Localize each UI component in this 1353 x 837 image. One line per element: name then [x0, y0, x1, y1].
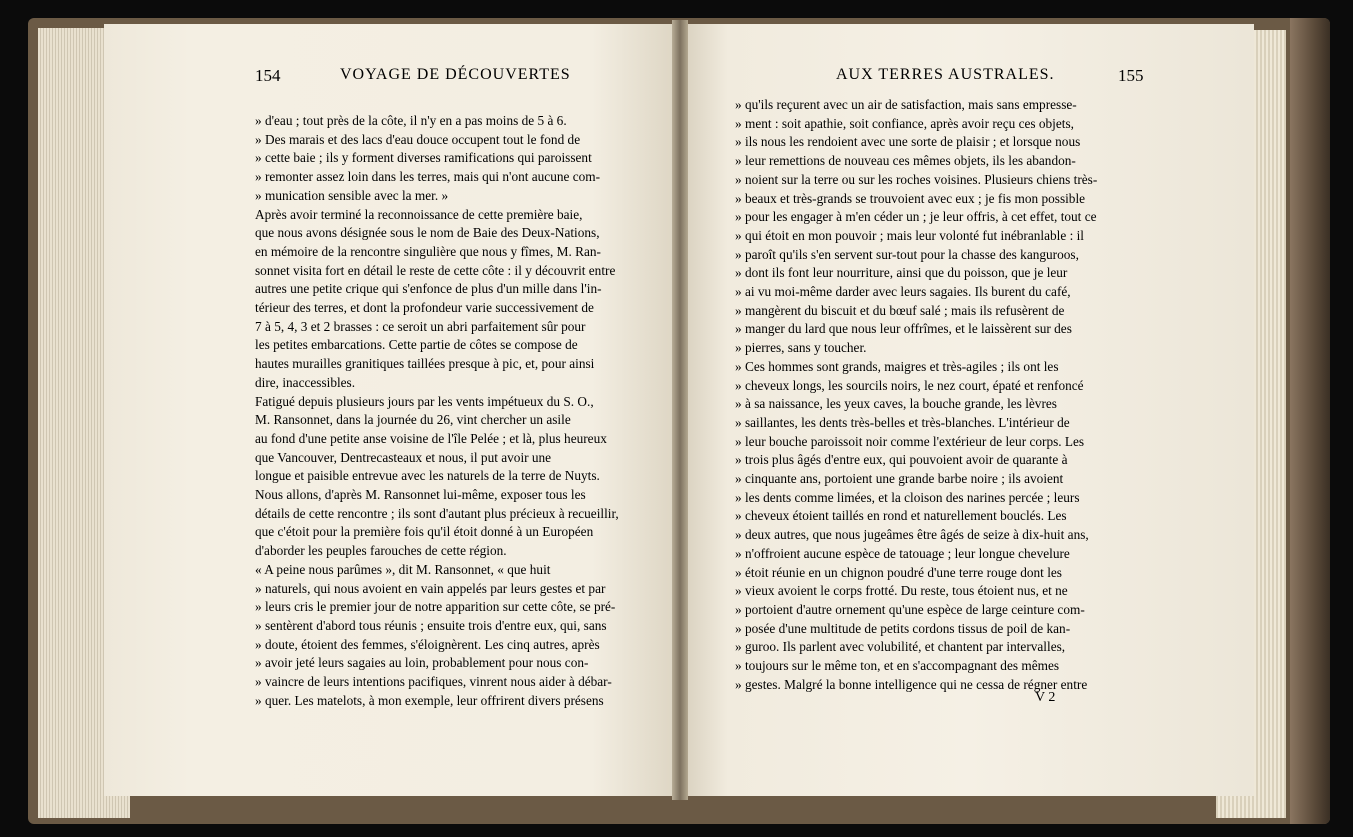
- text-line: » ils nous les rendoient avec une sorte de plaisir ; et lorsque nous: [735, 134, 1081, 150]
- right-page-number: 155: [1118, 66, 1144, 85]
- left-running-head: VOYAGE DE DÉCOUVERTES: [340, 66, 571, 83]
- right-page-body: [735, 96, 1145, 695]
- text-line: » les dents comme limées, et la cloison des narines percée ; leurs: [735, 489, 1080, 505]
- text-line: sonnet visita fort en détail le reste de cette côte : il y découvrit entre: [255, 262, 616, 278]
- text-line: » noient sur la terre ou sur les roches voisines. Plusieurs chiens très-: [735, 171, 1098, 187]
- text-line: » trois plus âgés d'entre eux, qui pouvoient avoir de quarante à: [735, 452, 1068, 468]
- text-line: que Vancouver, Dentrecasteaux et nous, il put avoir une: [255, 449, 552, 465]
- text-line: » cinquante ans, portoient une grande barbe noire ; ils avoient: [735, 471, 1064, 487]
- left-page-body: [255, 112, 669, 711]
- text-line: » quer. Les matelots, à mon exemple, leur offrirent divers présens: [255, 692, 604, 708]
- text-line: détails de cette rencontre ; ils sont d'autant plus précieux à recueillir,: [255, 505, 619, 521]
- text-line: » Des marais et des lacs d'eau douce occupent tout le fond de: [255, 131, 581, 147]
- text-line: » gestes. Malgré la bonne intelligence qui ne cessa de régner entre: [735, 676, 1088, 692]
- text-line: Après avoir terminé la reconnoissance de cette première baie,: [255, 206, 583, 222]
- text-line: » étoit réunie en un chignon poudré d'une terre rouge dont les: [735, 564, 1062, 580]
- text-line: » cheveux étoient taillés en rond et naturellement bouclés. Les: [735, 508, 1067, 524]
- text-line: autres une petite crique qui s'enfonce de plus d'un mille dans l'in-: [255, 281, 602, 297]
- text-line: » n'offroient aucune espèce de tatouage ; leur longue chevelure: [735, 545, 1070, 561]
- left-page-number: 154: [255, 66, 281, 85]
- text-line: que nous avons désignée sous le nom de Baie des Deux-Nations,: [255, 225, 600, 241]
- text-line: » à sa naissance, les yeux caves, la bouche grande, les lèvres: [735, 396, 1057, 412]
- text-line: « A peine nous parûmes », dit M. Ransonnet, « que huit: [255, 561, 551, 577]
- text-line: » naturels, qui nous avoient en vain appelés par leurs gestes et par: [255, 580, 606, 596]
- text-line: » dont ils font leur nourriture, ainsi que du poisson, que je leur: [735, 265, 1068, 281]
- text-line: » d'eau ; tout près de la côte, il n'y en a pas moins de 5 à 6.: [255, 113, 567, 128]
- text-line: » ai vu moi-même darder avec leurs sagaies. Ils burent du café,: [735, 284, 1071, 300]
- text-line: » remonter assez loin dans les terres, mais qui n'ont aucune com-: [255, 169, 601, 185]
- signature-mark: V 2: [1035, 690, 1056, 705]
- text-line: longue et paisible entrevue avec les naturels de la terre de Nuyts.: [255, 468, 600, 484]
- text-line: » vaincre de leurs intentions pacifiques, vinrent nous aider à débar-: [255, 674, 612, 690]
- text-line: hautes murailles granitiques taillées presque à pic, et, pour ainsi: [255, 356, 595, 372]
- text-line: » mangèrent du biscuit et du bœuf salé ; mais ils refusèrent de: [735, 302, 1065, 318]
- text-line: » munication sensible avec la mer. »: [255, 187, 449, 203]
- text-line: » leur remettions de nouveau ces mêmes objets, ils les abandon-: [735, 153, 1076, 169]
- text-line: » Ces hommes sont grands, maigres et très-agiles ; ils ont les: [735, 358, 1059, 374]
- text-line: » beaux et très-grands se trouvoient avec eux ; je fis mon possible: [735, 190, 1086, 206]
- text-line: les petites embarcations. Cette partie de côtes se compose de: [255, 337, 578, 353]
- text-line: au fond d'une petite anse voisine de l'île Pelée ; et là, plus heureux: [255, 430, 607, 446]
- text-line: » cette baie ; ils y forment diverses ramifications qui paroissent: [255, 150, 592, 166]
- text-line: dire, inaccessibles.: [255, 374, 356, 390]
- text-line: Fatigué depuis plusieurs jours par les vents impétueux du S. O.,: [255, 393, 594, 409]
- text-line: » toujours sur le même ton, et en s'accompagnant des mêmes: [735, 658, 1060, 674]
- book-gutter: [672, 20, 688, 800]
- text-line: » leurs cris le premier jour de notre apparition sur cette côte, se pré-: [255, 599, 616, 615]
- text-line: » sentèrent d'abord tous réunis ; ensuite trois d'entre eux, qui, sans: [255, 617, 607, 633]
- text-line: d'aborder les peuples farouches de cette région.: [255, 543, 507, 559]
- text-line: Nous allons, d'après M. Ransonnet lui-même, exposer tous les: [255, 487, 586, 503]
- text-line: » deux autres, que nous jugeâmes être âgés de seize à dix-huit ans,: [735, 527, 1089, 543]
- text-line: 7 à 5, 4, 3 et 2 brasses : ce seroit un abri parfaitement sûr pour: [255, 318, 586, 334]
- text-line: M. Ransonnet, dans la journée du 26, vint chercher un asile: [255, 412, 571, 428]
- text-line: » doute, étoient des femmes, s'éloignèrent. Les cinq autres, après: [255, 636, 600, 652]
- text-line: » ment : soit apathie, soit confiance, après avoir reçu ces objets,: [735, 115, 1074, 131]
- text-line: » pour les engager à m'en céder un ; je leur offris, à cet effet, tout ce: [735, 209, 1097, 225]
- text-line: que c'étoit pour la première fois qu'il étoit donné à un Européen: [255, 524, 594, 540]
- text-line: » posée d'une multitude de petits cordons tissus de poil de kan-: [735, 620, 1071, 636]
- text-line: » manger du lard que nous leur offrîmes, et le laissèrent sur des: [735, 321, 1072, 337]
- text-line: » qui étoit en mon pouvoir ; mais leur volonté fut inébranlable : il: [735, 227, 1084, 243]
- book-cover-edge: [1290, 18, 1330, 824]
- text-line: » saillantes, les dents très-belles et très-blanches. L'intérieur de: [735, 414, 1070, 430]
- text-line: » qu'ils reçurent avec un air de satisfaction, mais sans empresse-: [735, 97, 1077, 112]
- text-line: » pierres, sans y toucher.: [735, 340, 867, 356]
- text-line: térieur des terres, et dont la profondeur varie successivement de: [255, 300, 594, 316]
- text-line: en mémoire de la rencontre singulière que nous y fîmes, M. Ran-: [255, 243, 601, 259]
- text-line: » portoient d'autre ornement qu'une espèce de large ceinture com-: [735, 601, 1085, 617]
- text-line: » avoir jeté leurs sagaies au loin, probablement pour nous con-: [255, 655, 589, 671]
- text-line: » leur bouche paroissoit noir comme l'extérieur de leur corps. Les: [735, 433, 1085, 449]
- right-running-head: AUX TERRES AUSTRALES.: [836, 66, 1055, 83]
- text-line: » paroît qu'ils s'en servent sur-tout pour la chasse des kanguroos,: [735, 246, 1079, 262]
- text-line: » guroo. Ils parlent avec volubilité, et chantent par intervalles,: [735, 639, 1066, 655]
- text-line: » cheveux longs, les sourcils noirs, le nez court, épaté et renfoncé: [735, 377, 1084, 393]
- text-line: » vieux avoient le corps frotté. Du reste, tous étoient nus, et ne: [735, 583, 1068, 599]
